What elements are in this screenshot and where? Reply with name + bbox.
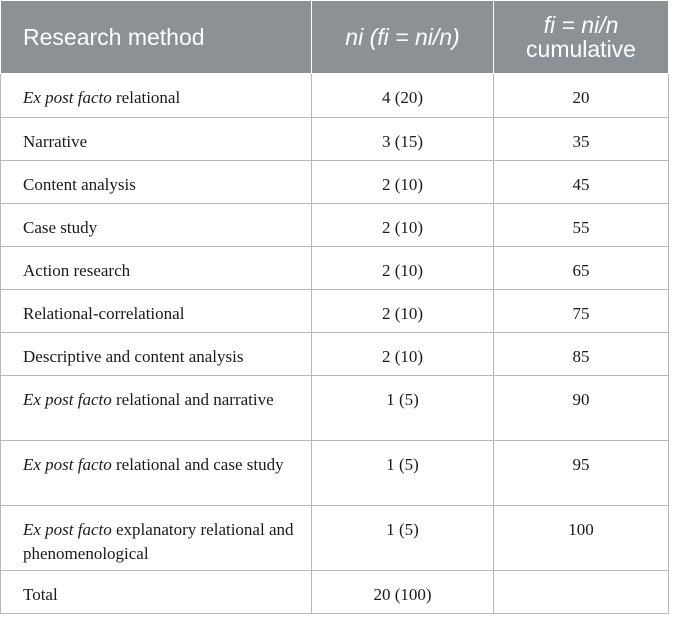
method-text: Descriptive and content analysis [23,347,244,366]
n-cell: 1 (5) [312,506,494,571]
table-row [1,290,669,333]
n-cell: 2 (10) [312,290,494,333]
header-frequency [312,1,494,74]
header-cumulative-label: cumulative [526,36,636,62]
method-cell [1,118,312,161]
method-text: explanatory relational and phenomenological [23,520,294,563]
method-text: Content analysis [23,175,136,194]
header-research-method: Research method [1,1,312,74]
cum-cell: 20 [494,74,669,118]
cum-cell [494,571,669,614]
table-row [1,204,669,247]
method-cell [1,571,312,614]
cum-cell: 95 [494,441,669,506]
cum-cell: 65 [494,247,669,290]
n-cell: 2 (10) [312,333,494,376]
method-cell [1,161,312,204]
header-cumulative [494,1,669,74]
method-text: relational [111,88,181,107]
cum-cell: 90 [494,376,669,441]
cum-cell: 75 [494,290,669,333]
method-italic: Ex post facto [23,520,112,539]
method-cell [1,247,312,290]
cum-cell: 85 [494,333,669,376]
method-cell [1,376,312,441]
cum-cell: 55 [494,204,669,247]
method-text: relational and case study [111,455,284,474]
method-cell [1,204,312,247]
table-row [1,118,669,161]
table-row [1,247,669,290]
cum-cell: 100 [494,506,669,571]
n-cell: 2 (10) [312,247,494,290]
method-cell [1,333,312,376]
method-italic: Ex post facto [23,455,112,474]
method-text: relational and narrative [111,390,274,409]
n-cell: 2 (10) [312,204,494,247]
method-cell [1,506,312,571]
header-frequency-label: ni (fi = ni/n) [345,24,460,50]
header-cumulative-formula: fi = ni/n [543,12,619,38]
n-cell: 1 (5) [312,441,494,506]
n-cell: 4 (20) [312,74,494,118]
cum-cell: 35 [494,118,669,161]
table-header-row [1,1,669,74]
method-text: Case study [23,218,98,237]
method-cell [1,441,312,506]
n-cell: 1 (5) [312,376,494,441]
table-row [1,161,669,204]
total-label: Total [23,585,58,604]
table-row [1,74,669,118]
n-cell: 3 (15) [312,118,494,161]
method-cell [1,290,312,333]
method-italic: Ex post facto [23,390,112,409]
method-text: Action research [23,261,131,280]
method-text: Narrative [23,132,88,151]
method-cell [1,74,312,118]
table-row [1,376,669,441]
total-row [1,571,669,614]
table-row [1,506,669,571]
method-italic: Ex post facto [23,88,112,107]
table-row [1,333,669,376]
n-cell: 20 (100) [312,571,494,614]
method-text: Relational-correlational [23,304,185,323]
table-row [1,441,669,506]
n-cell: 2 (10) [312,161,494,204]
cum-cell: 45 [494,161,669,204]
